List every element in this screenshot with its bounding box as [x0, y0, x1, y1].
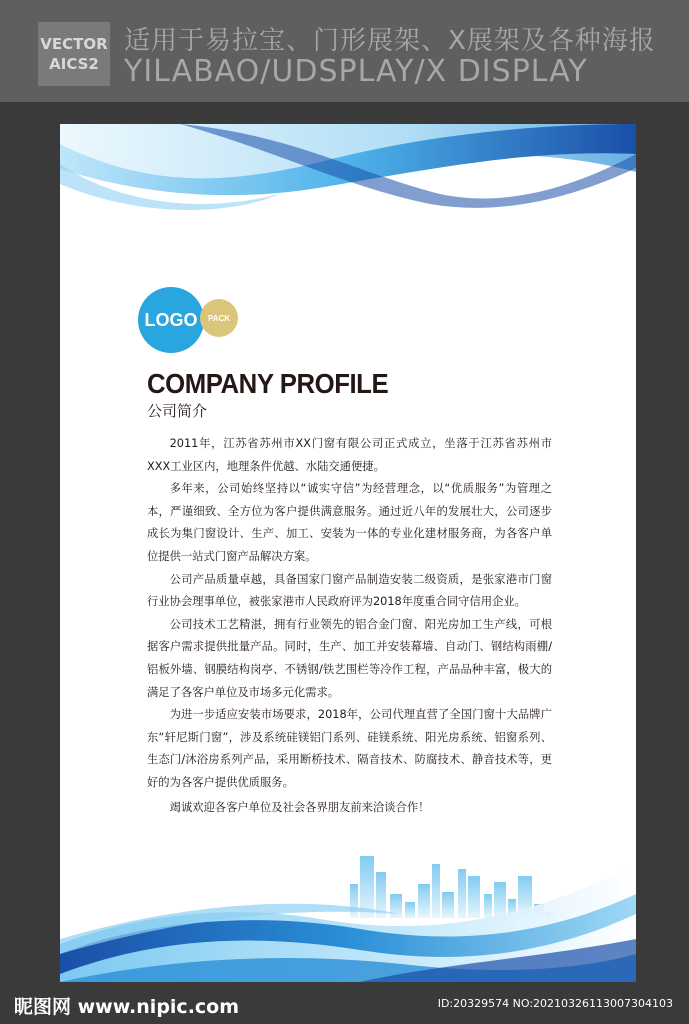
footer-id: ID:20329574 NO:20210326113007304103 — [437, 997, 673, 1010]
profile-body — [147, 433, 552, 819]
footer-site-watermark: 昵图网 www.nipic.com — [14, 996, 240, 1018]
header-title-cn: 适用于易拉宝、门形展架、X展架及各种海报 — [124, 26, 656, 56]
logo-pack-circle: PACK — [200, 299, 238, 337]
header-title-en: YILABAO/UDSPLAY/X DISPLAY — [124, 54, 588, 89]
paragraph: 公司技术工艺精湛，拥有行业领先的铝合金门窗、阳光房加工生产线，可根据客户需求提供批量产品。同时，生产、加工并安装幕墙、自动门、钢结构雨棚/铝板外墙、钢膜结构岗亭、不锈钢/铁艺围栏等冷作工程，产品品种丰富，极大的满足了各客户单位及市场多元化需求。 — [147, 617, 552, 699]
vector-badge — [38, 22, 110, 86]
paragraph: 公司产品质量卓越，具备国家门窗产品制造安装二级资质，是张家港市门窗行业协会理事单位，被张家港市人民政府评为2018年度重合同守信用企业。 — [147, 572, 552, 609]
badge-line2: AICS2 — [49, 55, 99, 73]
profile-title-en: COMPANY PROFILE — [147, 368, 389, 399]
paragraph: 多年来，公司始终坚持以“诚实守信”为经营理念，以“优质服务”为管理之本，严谨细致、全方位为客户提供满意服务。通过近八年的发展壮大，公司逐步成长为集门窗设计、生产、加工、安装为一体的专业化建材服务商，为各客户单位提供一站式门窗产品解决方案。 — [147, 482, 552, 563]
badge-line1: VECTOR — [40, 35, 108, 53]
logo-circle: LOGO — [138, 287, 204, 353]
poster — [60, 124, 636, 982]
header-band — [0, 0, 689, 102]
paragraph: 2011年，江苏省苏州市XX门窗有限公司正式成立，坐落于江苏省苏州市XXX工业区内，地理条件优越、水陆交通便捷。 — [147, 437, 552, 473]
paragraph: 为进一步适应安装市场要求，2018年，公司代理直营了全国门窗十大品牌广东“轩尼斯门窗”，涉及系统硅镁铝门系列、硅镁系统、阳光房系统、铝窗系列、生态门/沐浴房系列产品，采用断桥技术、隔音技术、防腐技术、静音技术等，更好的为各客户提供优质服务。 — [147, 708, 552, 789]
profile-title-cn: 公司简介 — [147, 402, 208, 420]
paragraph-closing: 竭诚欢迎各客户单位及社会各界朋友前来洽谈合作！ — [169, 800, 430, 814]
